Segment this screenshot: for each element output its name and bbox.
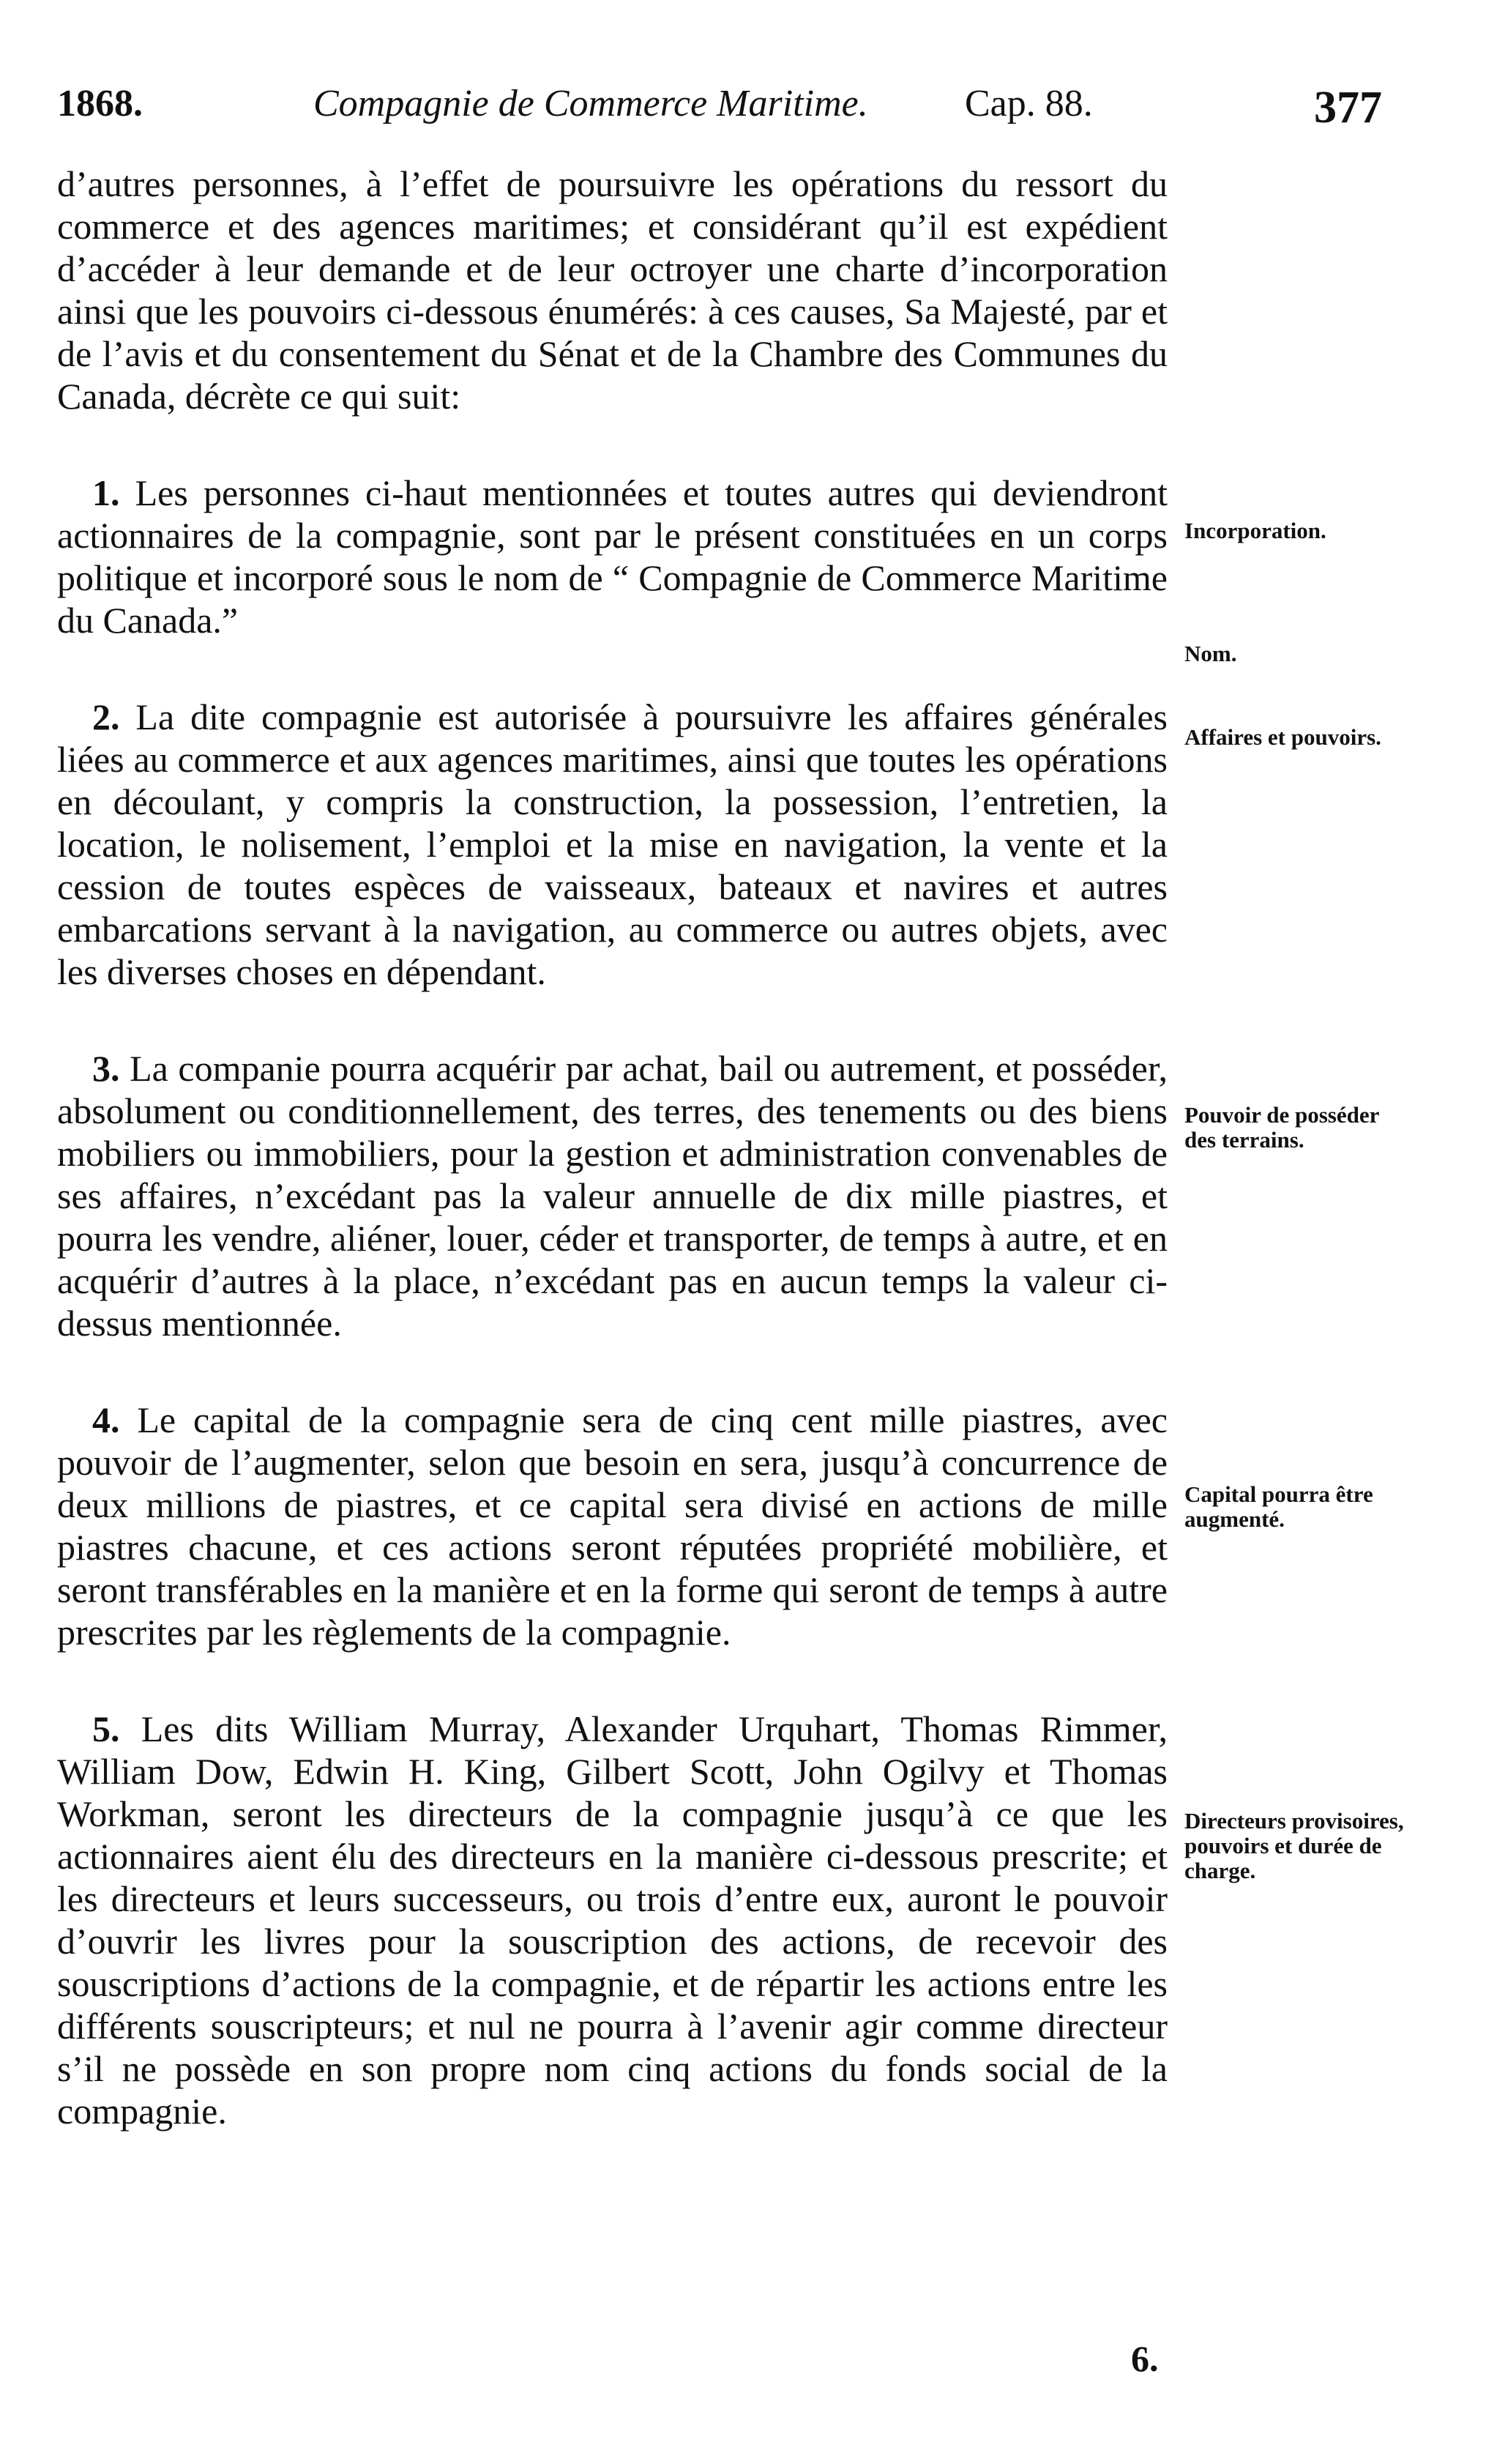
section-text: La companie pourra acquérir par achat, bail ou autrement, et posséder, absolument ou conditionnellement, des terres, des tenements ou des biens mobiliers ou immobiliers, pour la gestion et administration convenables de ses affaires, n’excédant pas la valeur annuelle de dix mille piastres, et pourra les vendre, aliéner, louer, céder et transporter, de temps à autre, et en acquérir d’autres à la place, n’excédant pas en aucun temps la valeur ci-dessus mentionnée. (57, 1048, 1168, 1344)
marginal-note-directeurs: Directeurs provisoires, pouvoirs et durée de charge. (1184, 1808, 1404, 1883)
section-2 (57, 696, 1168, 993)
section-number: 2. (92, 696, 120, 737)
running-header (57, 82, 1382, 141)
marginal-note-nom: Nom. (1184, 641, 1237, 666)
marginal-note-terrains: Pouvoir de posséder des terrains. (1184, 1102, 1379, 1153)
preamble-paragraph: d’autres personnes, à l’effet de poursuivre les opérations du ressort du commerce et des agences maritimes; et considérant qu’il est expédient d’accéder à leur demande et de leur octroyer une charte d’incorporation ainsi que les pouvoirs ci-dessous énumérés: à ces causes, Sa Majesté, par et de l’avis et du consentement du Sénat et de la Chambre des Communes du Canada, décrète ce qui suit: (57, 163, 1168, 417)
marginal-note-affaires: Affaires et pouvoirs. (1184, 724, 1381, 750)
section-number: 3. (92, 1048, 120, 1089)
section-1 (57, 472, 1168, 641)
section-text: Le capital de la compagnie sera de cinq cent mille piastres, avec pouvoir de l’augmenter, selon que besoin en sera, jusqu’à concurrence de deux millions de piastres, et ce capital sera divisé en actions de mille piastres chacune, et ces actions seront réputées propriété mobilière, et seront transférables en la manière et en la forme qui seront de temps à autre prescrites par les règlements de la compagnie. (57, 1399, 1168, 1653)
section-text: La dite compagnie est autorisée à poursuivre les affaires générales liées au commerce et aux agences maritimes, ainsi que toutes les opérations en découlant, y compris la construction, la possession, l’entretien, la location, le nolisement, l’emploi et la mise en navigation, la vente et la cession de toutes espèces de vaisseaux, bateaux et navires et autres embarcations servant à la navigation, au commerce ou autres objets, avec les diverses choses en dépendant. (57, 696, 1168, 992)
catchword: 6. (1131, 2338, 1159, 2379)
section-4 (57, 1399, 1168, 1653)
marginal-note-capital: Capital pourra être augmenté. (1184, 1481, 1373, 1532)
section-text: Les dits William Murray, Alexander Urquhart, Thomas Rimmer, William Dow, Edwin H. King, Gilbert Scott, John Ogilvy et Thomas Workman, seront les directeurs de la compagnie jusqu’à ce que les actionnaires aient élu des directeurs en la manière ci-dessous prescrite; et les directeurs et leurs successeurs, ou trois d’entre eux, auront le pouvoir d’ouvrir les livres pour la souscription des actions, de recevoir des souscriptions d’actions de la compagnie, et de répartir les actions entre les différents souscripteurs; et nul ne pourra à l’avenir agir comme directeur s’il ne possède en son propre nom cinq actions du fonds social de la compagnie. (57, 1708, 1168, 2132)
header-title: Compagnie de Commerce Maritime. (313, 83, 868, 124)
header-chapter: Cap. 88. (965, 83, 1093, 124)
section-3 (57, 1047, 1168, 1344)
section-text: Les personnes ci-haut mentionnées et toutes autres qui deviendront actionnaires de la compagnie, sont par le présent constituées en un corps politique et incorporé sous le nom de “ Compagnie de Commerce Maritime du Canada.” (57, 472, 1168, 641)
section-number: 5. (92, 1708, 120, 1749)
page-number: 377 (1314, 83, 1382, 133)
section-number: 1. (92, 472, 120, 513)
section-5 (57, 1708, 1168, 2132)
section-number: 4. (92, 1399, 120, 1440)
body-text (57, 163, 1168, 2132)
marginal-note-incorporation: Incorporation. (1184, 518, 1326, 543)
header-year: 1868. (57, 83, 143, 124)
